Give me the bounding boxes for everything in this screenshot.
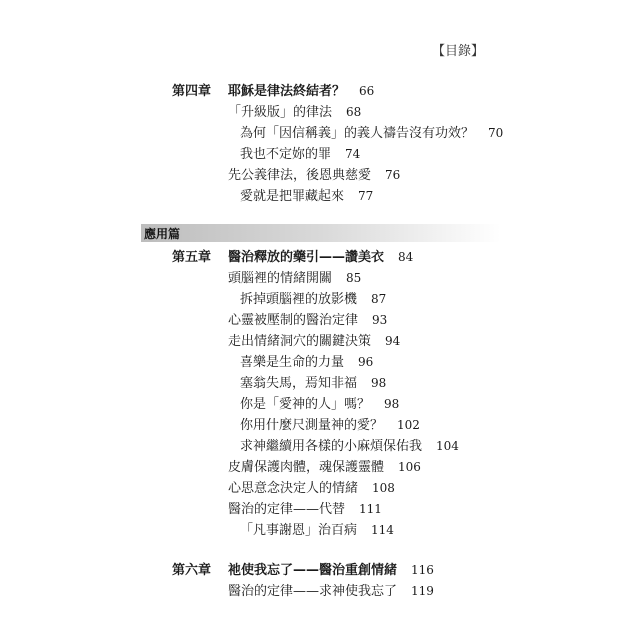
chapter-label: 第五章 — [172, 250, 212, 265]
page-number: 104 — [436, 439, 459, 453]
entry-title: 拆掉頭腦裡的放影機 — [240, 292, 358, 307]
chapter-label: 第六章 — [172, 563, 212, 578]
page-number: 77 — [358, 189, 374, 203]
page-number: 85 — [346, 271, 362, 285]
page-number: 66 — [359, 84, 375, 98]
toc-entry — [228, 498, 382, 517]
toc-entry — [228, 267, 361, 286]
chapter-title: 祂使我忘了——醫治重創情緒 — [228, 563, 398, 578]
chapter-5-heading — [172, 246, 413, 265]
page-number: 98 — [384, 397, 400, 411]
page-number: 68 — [346, 105, 362, 119]
page-number: 94 — [385, 334, 401, 348]
entry-title: 我也不定妳的罪 — [240, 147, 332, 162]
entry-title: 走出情緒洞穴的關鍵決策 — [228, 334, 372, 349]
page-number: 84 — [398, 250, 414, 264]
section-bar — [141, 224, 501, 242]
page-number: 76 — [385, 168, 401, 182]
entry-title: 喜樂是生命的力量 — [240, 355, 345, 370]
page-number: 96 — [358, 355, 374, 369]
toc-entry — [240, 143, 360, 162]
toc-entry — [240, 519, 394, 538]
entry-title: 「升級版」的律法 — [228, 105, 333, 120]
toc-entry — [240, 185, 373, 204]
toc-entry — [228, 477, 395, 496]
page-number: 111 — [359, 502, 382, 516]
entry-title: 為何「因信稱義」的義人禱告沒有功效？ — [240, 126, 475, 141]
toc-entry — [240, 288, 386, 307]
entry-title: 你是「愛神的人」嗎？ — [240, 397, 371, 412]
entry-title: 心思意念決定人的情緒 — [228, 481, 359, 496]
toc-entry — [240, 122, 503, 141]
entry-title: 醫治的定律——求神使我忘了 — [228, 584, 398, 599]
entry-title: 塞翁失馬，焉知非福 — [240, 376, 358, 391]
entry-title: 皮膚保護肉體，魂保護靈體 — [228, 460, 385, 475]
entry-title: 你用什麼尺測量神的愛？ — [240, 418, 384, 433]
toc-entry — [240, 351, 373, 370]
entry-title: 醫治的定律——代替 — [228, 502, 346, 517]
chapter-title: 耶穌是律法終結者？ — [228, 84, 346, 99]
chapter-title: 醫治釋放的藥引——讚美衣 — [228, 250, 385, 265]
entry-title: 心靈被壓制的醫治定律 — [228, 313, 359, 328]
entry-title: 求神繼續用各樣的小麻煩保佑我 — [240, 439, 423, 454]
entry-title: 「凡事謝恩」治百病 — [240, 523, 358, 538]
toc-entry — [228, 456, 421, 475]
toc-entry — [228, 580, 434, 599]
entry-title: 頭腦裡的情緒開關 — [228, 271, 333, 286]
page-number: 98 — [371, 376, 387, 390]
page-number: 114 — [371, 523, 394, 537]
page-number: 102 — [397, 418, 420, 432]
page-number: 119 — [411, 584, 434, 598]
entry-title: 先公義律法，後恩典慈愛 — [228, 168, 372, 183]
page-number: 74 — [345, 147, 361, 161]
page-number: 93 — [372, 313, 388, 327]
toc-entry — [228, 101, 361, 120]
toc-entry — [240, 414, 420, 433]
toc-header: 【目錄】 — [431, 44, 484, 59]
page-number: 108 — [372, 481, 395, 495]
chapter-label: 第四章 — [172, 84, 212, 99]
toc-entry — [228, 309, 387, 328]
chapter-6-heading — [172, 559, 434, 578]
entry-title: 愛就是把罪藏起來 — [240, 189, 345, 204]
toc-entry — [240, 393, 399, 412]
page-number: 116 — [411, 563, 434, 577]
section-label: 應用篇 — [144, 227, 181, 241]
chapter-4-heading — [172, 80, 374, 99]
page-number: 87 — [371, 292, 387, 306]
toc-entry — [240, 435, 459, 454]
toc-entry — [240, 372, 386, 391]
page-number: 106 — [398, 460, 421, 474]
page-number: 70 — [488, 126, 504, 140]
toc-entry — [228, 164, 400, 183]
toc-entry — [228, 330, 400, 349]
